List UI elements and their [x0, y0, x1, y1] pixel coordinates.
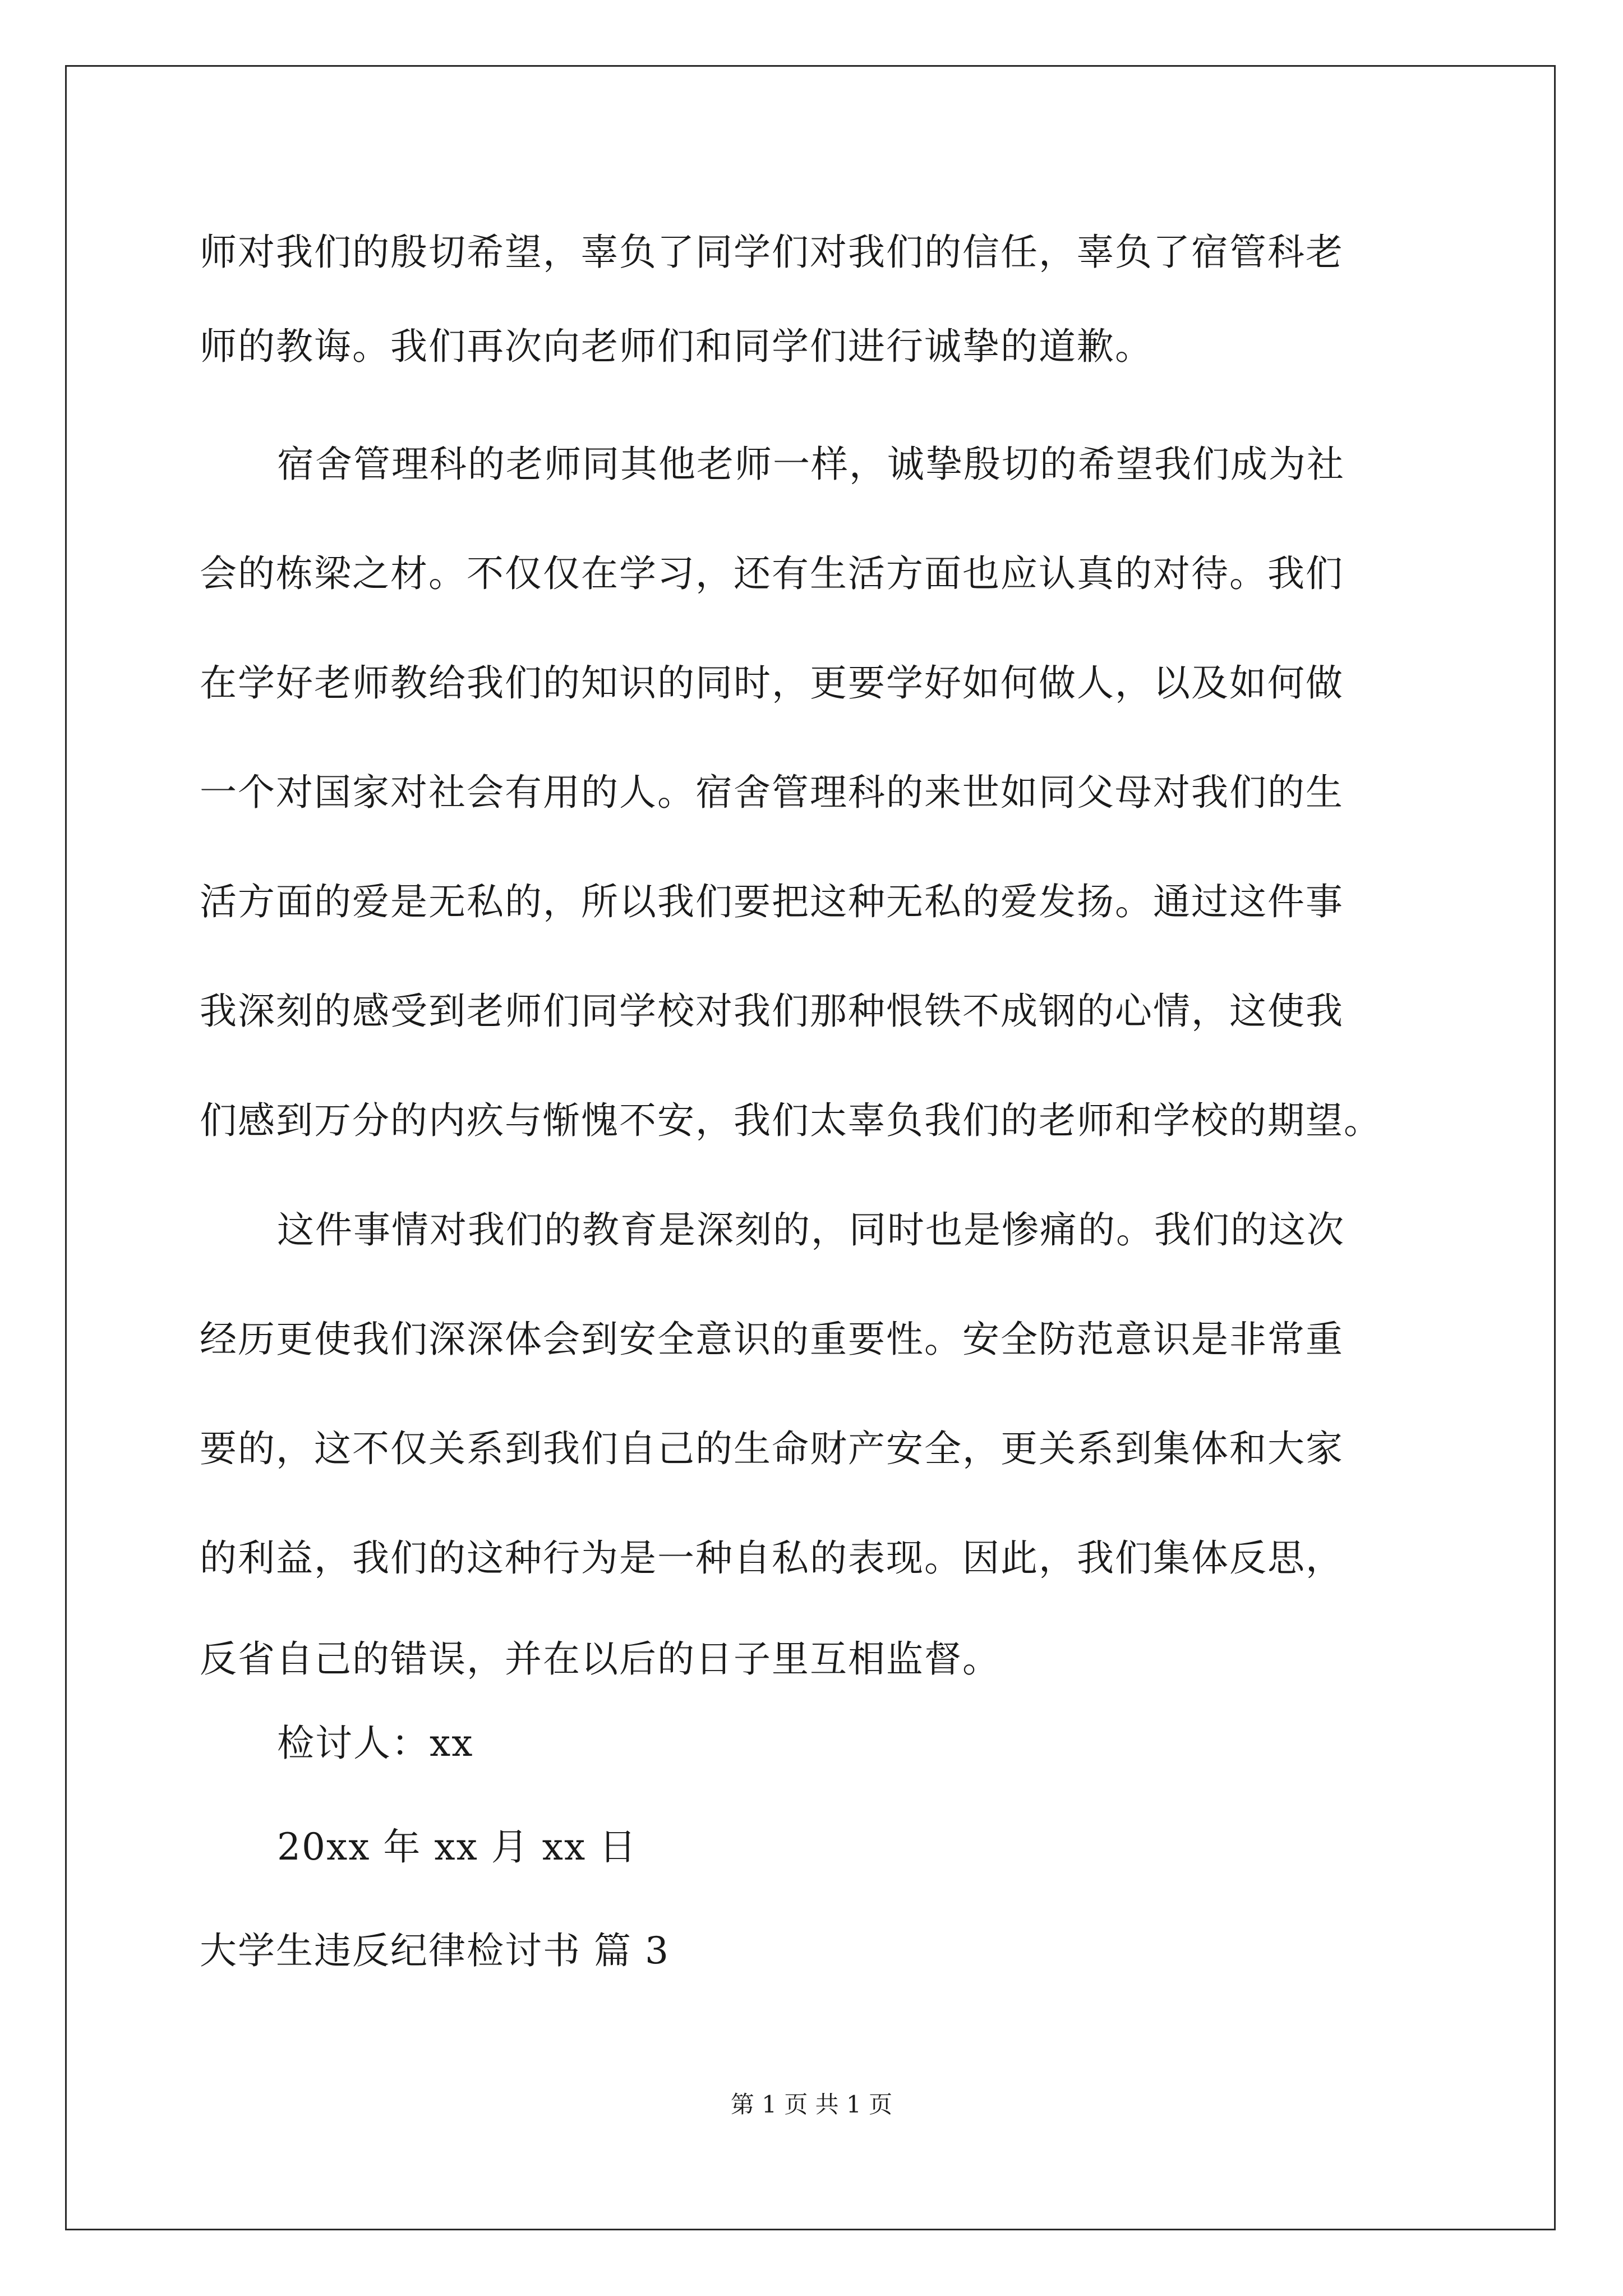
paragraph-3-line-1: 这件事情对我们的教育是深刻的，同时也是惨痛的。我们的这次	[277, 1208, 1345, 1251]
date-line: 20xx 年 xx 月 xx 日	[277, 1825, 638, 1869]
paragraph-2-line-2: 会的栋梁之材。不仅仅在学习，还有生活方面也应认真的对待。我们	[200, 552, 1344, 595]
signature-line: 检讨人：xx	[277, 1722, 474, 1765]
paragraph-3-line-2: 经历更使我们深深体会到安全意识的重要性。安全防范意识是非常重	[200, 1318, 1344, 1361]
page-number-footer: 第 1 页 共 1 页	[730, 2091, 893, 2118]
section-heading: 大学生违反纪律检讨书 篇 3	[200, 1929, 670, 1972]
paragraph-2-line-4: 一个对国家对社会有用的人。宿舍管理科的来世如同父母对我们的生	[200, 771, 1344, 814]
paragraph-3-line-5: 反省自己的错误，并在以后的日子里互相监督。	[200, 1637, 1000, 1681]
paragraph-2-line-5: 活方面的爱是无私的，所以我们要把这种无私的爱发扬。通过这件事	[200, 880, 1344, 923]
paragraph-3-line-3: 要的，这不仅关系到我们自己的生命财产安全，更关系到集体和大家	[200, 1427, 1344, 1470]
body-line-2: 师的教诲。我们再次向老师们和同学们进行诚挚的道歉。	[200, 325, 1153, 368]
paragraph-2-line-7: 们感到万分的内疚与惭愧不安，我们太辜负我们的老师和学校的期望。	[200, 1099, 1382, 1142]
paragraph-2-line-6: 我深刻的感受到老师们同学校对我们那种恨铁不成钢的心情，这使我	[200, 990, 1344, 1033]
page-border	[65, 65, 1556, 2230]
paragraph-2-line-3: 在学好老师教给我们的知识的同时，更要学好如何做人，以及如何做	[200, 661, 1344, 705]
body-line-1: 师对我们的殷切希望，辜负了同学们对我们的信任，辜负了宿管科老	[200, 231, 1344, 274]
paragraph-3-line-4: 的利益，我们的这种行为是一种自私的表现。因此，我们集体反思，	[200, 1536, 1344, 1580]
paragraph-2-line-1: 宿舍管理科的老师同其他老师一样，诚挚殷切的希望我们成为社	[277, 443, 1345, 486]
